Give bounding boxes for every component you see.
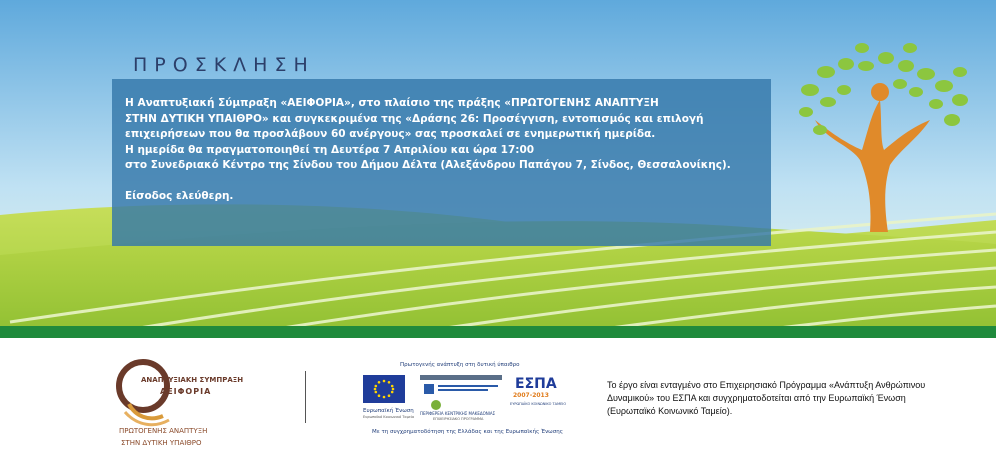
eu-flag-icon [363, 375, 405, 403]
partnership-subtitle-1: ΠΡΩΤΟΓΕΝΗΣ ΑΝΑΠΤΥΞΗ [119, 427, 208, 435]
partnership-logo [115, 352, 225, 452]
funding-header: Πρωτογενής ανάπτυξη στη δυτική ύπαιθρο [400, 362, 520, 368]
espa-logo-years: 2007-2013 [513, 392, 549, 399]
partnership-brand: ΑΕΙΦΟΡΙΑ [160, 387, 212, 396]
region-label: ΠΕΡΙΦΕΡΕΙΑ ΚΕΝΤΡΙΚΗΣ ΜΑΚΕΔΟΝΙΑΣ [420, 411, 496, 416]
divider [305, 371, 306, 423]
partnership-name: ΑΝΑΠΤΥΞΙΑΚΗ ΣΥΜΠΡΑΞΗ [141, 376, 244, 384]
sponsors-footer [0, 338, 996, 459]
funding-footer: Με τη συγχρηματοδότηση της Ελλάδας και της Ευρωπαϊκής Ένωσης [372, 429, 563, 435]
page-title: ΠΡΟΣΚΛΗΣΗ [133, 54, 315, 76]
programme-label: ΕΠΙΧΕΙΡΗΣΙΑΚΟ ΠΡΟΓΡΑΜΜΑ [433, 417, 484, 421]
entry-note: Είσοδος ελεύθερη. [125, 190, 234, 202]
invitation-line: Η Αναπτυξιακή Σύμπραξη «ΑΕΙΦΟΡΙΑ», στο πλαίσιο της πράξης «ΠΡΩΤΟΓΕΝΗΣ ΑΝΑΠΤΥΞΗ [125, 97, 659, 109]
invitation-line: στο Συνεδριακό Κέντρο της Σίνδου του Δήμου Δέλτα (Αλεξάνδρου Παπάγου 7, Σίνδος, Θεσσαλονίκης). [125, 159, 731, 171]
invitation-text [125, 96, 765, 205]
espa-logo-subtitle: ΕΥΡΩΠΑΪΚΟ ΚΟΙΝΩΝΙΚΟ ΤΑΜΕΙΟ [510, 402, 567, 406]
invitation-line: Η ημερίδα θα πραγματοποιηθεί τη Δευτέρα 7 Απριλίου και ώρα 17:00 [125, 143, 535, 156]
invitation-line: επιχειρήσεων που θα προσλάβουν 60 ανέργους» σας προσκαλεί σε ενημερωτική ημερίδα. [125, 128, 656, 140]
project-description: Το έργο είναι ενταγμένο στο Επιχειρησιακό Πρόγραμμα «Ανάπτυξη Ανθρώπινου Δυναμικού» του ΕΣΠΑ και συγχρηματοδοτείται από την Ευρωπαϊκή Ένωση (Ευρωπαϊκό Κοινωνικό Ταμείο). [607, 380, 926, 416]
espa-logo-title: ΕΣΠΑ [515, 376, 557, 392]
partnership-subtitle-2: ΣΤΗΝ ΔΥΤΙΚΗ ΥΠΑΙΘΡΟ [121, 439, 202, 447]
eu-label: Ευρωπαϊκή Ένωση [363, 408, 414, 414]
invitation-line: ΣΤΗΝ ΔΥΤΙΚΗ ΥΠΑΙΘΡΟ» και συγκεκριμένα της «Δράσης 26: Προσέγγιση, εντοπισμός και επιλογή [125, 112, 704, 125]
eu-fund-label: Ευρωπαϊκό Κοινωνικό Ταμείο [363, 415, 415, 419]
invitation-panel [112, 79, 771, 246]
